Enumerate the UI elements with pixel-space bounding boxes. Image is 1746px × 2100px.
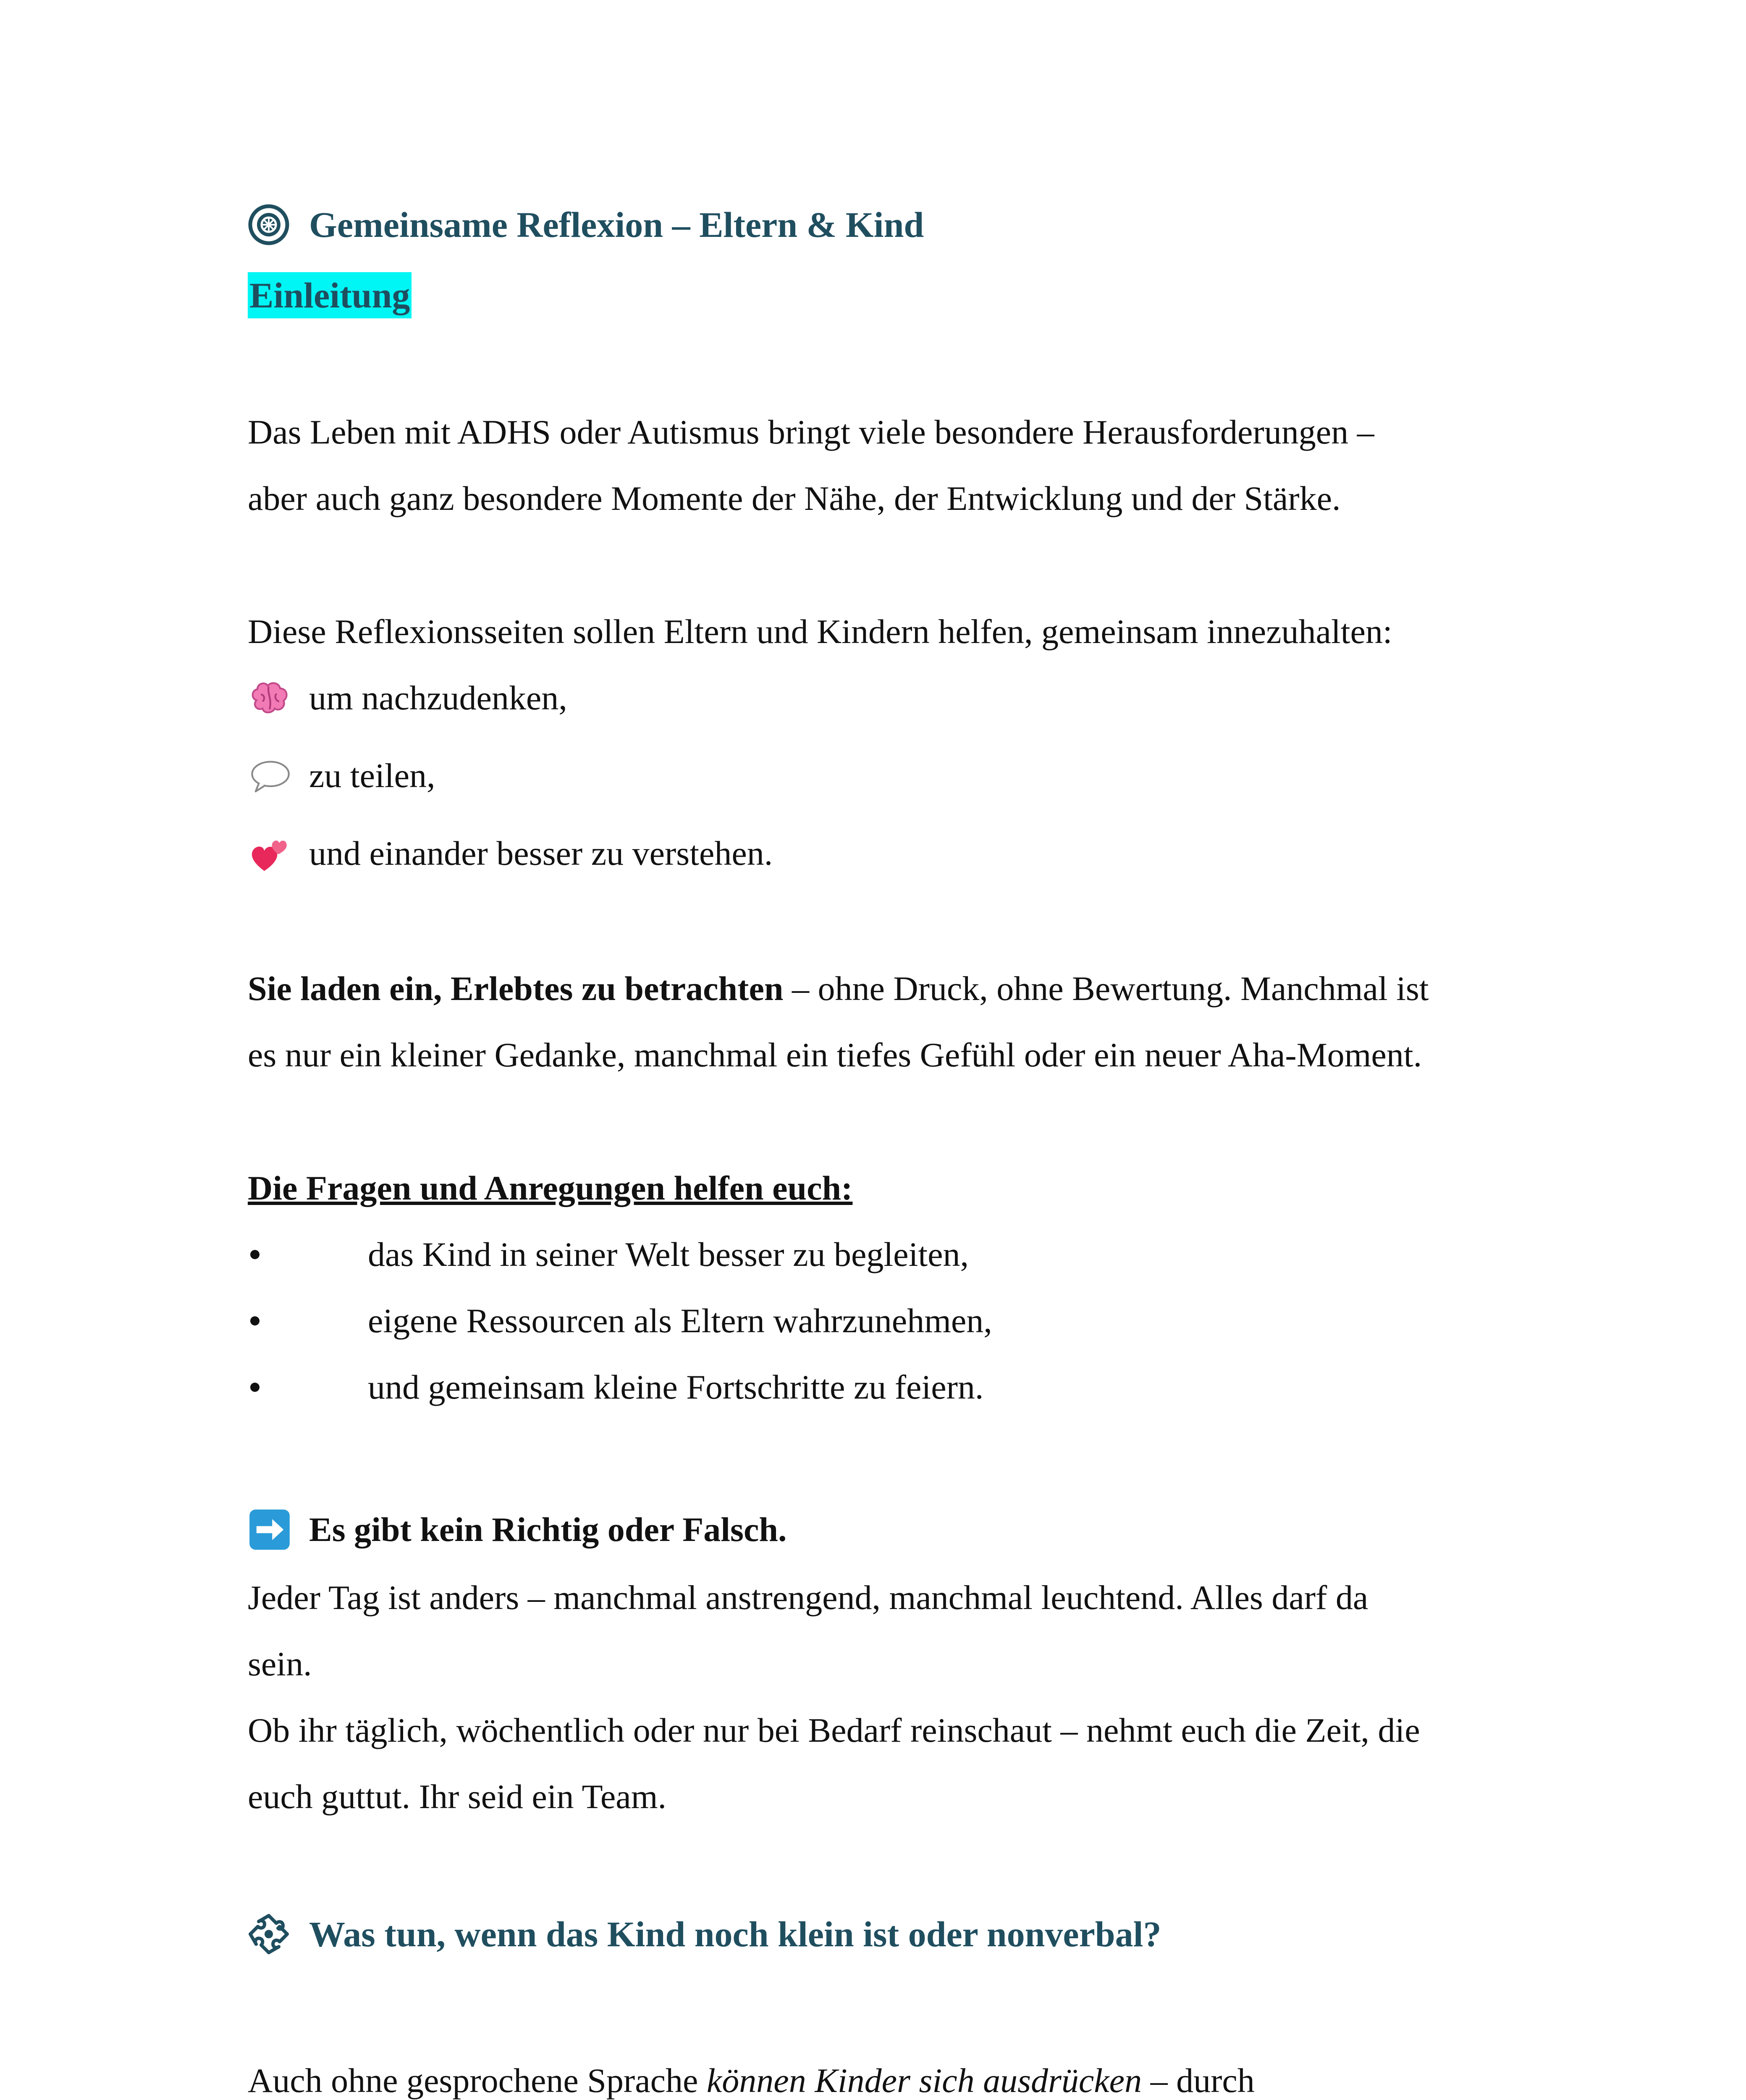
section-heading-reflexion <box>248 204 1549 246</box>
invite-rest: – ohne Druck, ohne Bewertung. Manchmal ist <box>783 969 1429 1008</box>
list-item <box>248 1221 1549 1288</box>
right-arrow-icon <box>248 1508 291 1551</box>
text-run: Auch ohne gesprochene Sprache <box>248 2061 707 2100</box>
puzzle-icon <box>248 1913 290 1955</box>
nonverbal-paragraph <box>248 2048 1549 2100</box>
purpose-item-understand <box>248 832 1549 875</box>
bullet-icon <box>250 1316 260 1326</box>
purpose-line-1: Diese Reflexionsseiten sollen Eltern und Kindern helfen, gemeinsam innezuhalten: <box>248 612 1392 651</box>
intro-paragraph <box>248 399 1549 532</box>
note-line-4: euch guttut. Ihr seid ein Team. <box>248 1777 666 1816</box>
purpose-item-think <box>248 676 1549 720</box>
italic-run: können Kinder sich ausdrücken <box>706 2061 1142 2100</box>
section-heading-text: Gemeinsame Reflexion – Eltern & Kind <box>309 205 924 245</box>
nonverbal-line-1 <box>248 2048 1549 2100</box>
section-heading-nonverbal <box>248 1913 1549 1955</box>
purpose-item-text: zu teilen, <box>309 756 435 795</box>
list-item-text: eigene Ressourcen als Eltern wahrzunehmen, <box>368 1302 992 1340</box>
list-item <box>248 1354 1549 1420</box>
questions-section <box>248 1155 1549 1420</box>
list-item <box>248 1288 1549 1354</box>
note-line-1: Jeder Tag ist anders – manchmal anstrengend, manchmal leuchtend. Alles darf da <box>248 1578 1368 1617</box>
note-heading <box>248 1508 1549 1551</box>
text-run: – durch <box>1142 2061 1255 2100</box>
note-paragraph <box>248 1564 1549 1830</box>
purpose-paragraph <box>248 598 1549 665</box>
speech-bubble-icon <box>248 754 291 798</box>
questions-heading: Die Fragen und Anregungen helfen euch: <box>248 1169 853 1207</box>
section-heading-text: Was tun, wenn das Kind noch klein ist oder nonverbal? <box>309 1914 1161 1954</box>
list-item-text: das Kind in seiner Welt besser zu begleiten, <box>368 1235 969 1273</box>
brain-icon <box>248 676 291 720</box>
bullet-icon <box>250 1383 260 1392</box>
intro-line-1: Das Leben mit ADHS oder Autismus bringt viele besondere Herausforderungen – <box>248 413 1374 451</box>
two-hearts-icon <box>248 832 291 875</box>
compass-icon <box>248 204 290 246</box>
invite-bold: Sie laden ein, Erlebtes zu betrachten <box>248 969 784 1008</box>
bullet-icon <box>250 1250 260 1259</box>
note-line-2: sein. <box>248 1645 312 1683</box>
list-item-text: und gemeinsam kleine Fortschritte zu feiern. <box>368 1368 984 1406</box>
purpose-item-share <box>248 754 1549 798</box>
invite-line-2: es nur ein kleiner Gedanke, manchmal ein tiefes Gefühl oder ein neuer Aha-Moment. <box>248 1036 1422 1074</box>
invite-paragraph <box>248 956 1549 1088</box>
note-line-3: Ob ihr täglich, wöchentlich oder nur bei Bedarf reinschaut – nehmt euch die Zeit, die <box>248 1711 1420 1749</box>
highlight-label-einleitung: Einleitung <box>248 272 412 318</box>
note-heading-text: Es gibt kein Richtig oder Falsch. <box>309 1510 787 1549</box>
purpose-item-text: um nachzudenken, <box>309 679 567 717</box>
intro-line-2: aber auch ganz besondere Momente der Nähe, der Entwicklung und der Stärke. <box>248 479 1341 517</box>
purpose-item-text: und einander besser zu verstehen. <box>309 834 773 872</box>
invite-line-1 <box>248 956 1549 1022</box>
